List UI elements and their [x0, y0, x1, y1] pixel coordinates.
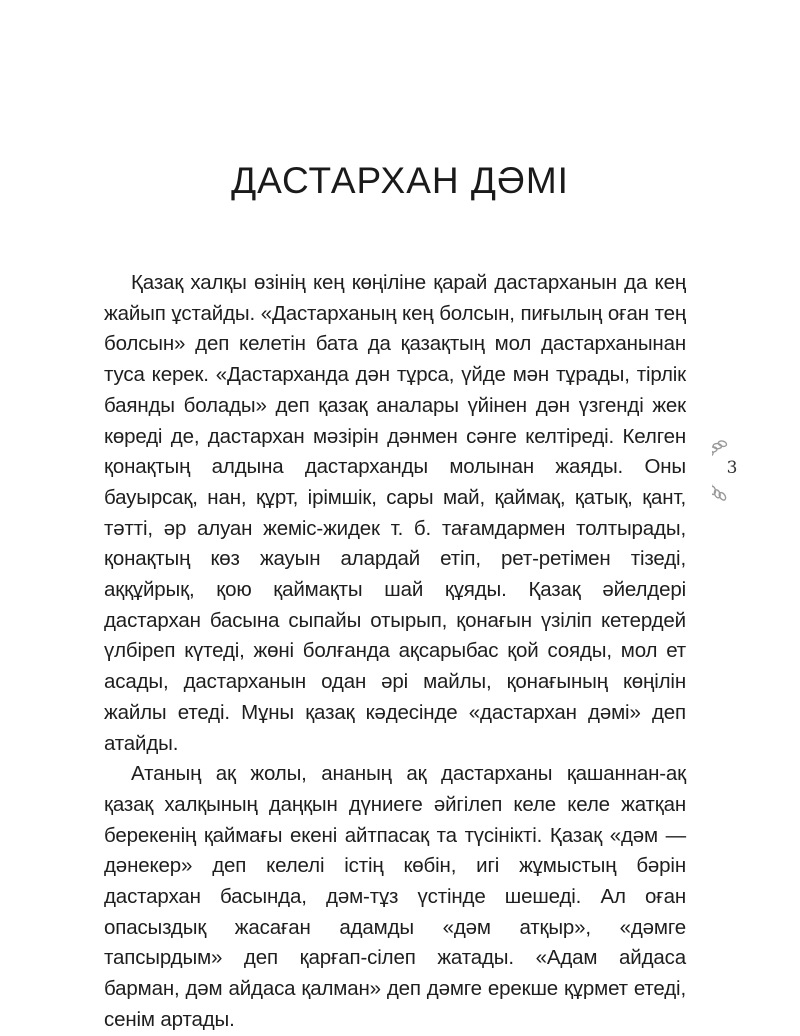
- page-number: 3: [726, 458, 738, 478]
- paragraph-1: Қазақ халқы өзінің кең көңіліне қарай дастарханын да кең жайып ұстайды. «Дастарханың кең болсын, пиғылың оған тең болсын» деп келетін бата да қазақтың мол дастарханынан туса керек. «Дастарханда дән тұрса, үйде мән тұрады, тірлік баянды болады» деп қазақ аналары үйінен дән үзгенді жек көреді де, дастархан мәзірін дәнмен сәнге келтіреді. Келген қонақтың алдына дастарханды молынан жаяды. Оны бауырсақ, нан, құрт, ірімшік, сары май, қаймақ, қатық, қант, тәтті, әр алуан жеміс-жидек т. б. тағамдармен толтырады, қонақтың көз жауын алардай етіп, рет-ретімен тізеді, аққұйрық, қою қаймақты шай құяды. Қазақ әйелдері дастархан басына сыпайы отырып, қонағын үзіліп кетердей үлбіреп күтеді, жөні болғанда ақсарыбас қой сояды, мол ет асады, дастарханын одан әрі майлы, қонағының көңілін жайлы етеді. Мұны қазақ кәдесінде «дастархан дәмі» деп атайды.: [104, 271, 686, 755]
- paragraph-2: Атаның ақ жолы, ананың ақ дастарханы қашаннан-ақ қазақ халқының даңқын дүниеге әйгілеп келе келе жатқан берекенің қаймағы екені айтпасақ та түсінікті. Қазақ «дәм — дәнекер» деп келелі істің көбін, игі жұмыстың бәрін дастархан басында, дәм-тұз үстінде шешеді. Ал оған опасыздық жасаған адамды «дәм атқыр», «дәмге тапсырдым» деп қарғап-сілеп жатады. «Адам айдаса барман, дәм айдаса қалман» деп дәмге ерекше құрмет етеді, сенім артады.: [104, 762, 686, 1031]
- rope-arc-ornament-icon: [712, 432, 772, 508]
- page-title: ДАСТАРХАН ДӘМІ: [231, 160, 569, 201]
- body-text: [104, 268, 686, 1036]
